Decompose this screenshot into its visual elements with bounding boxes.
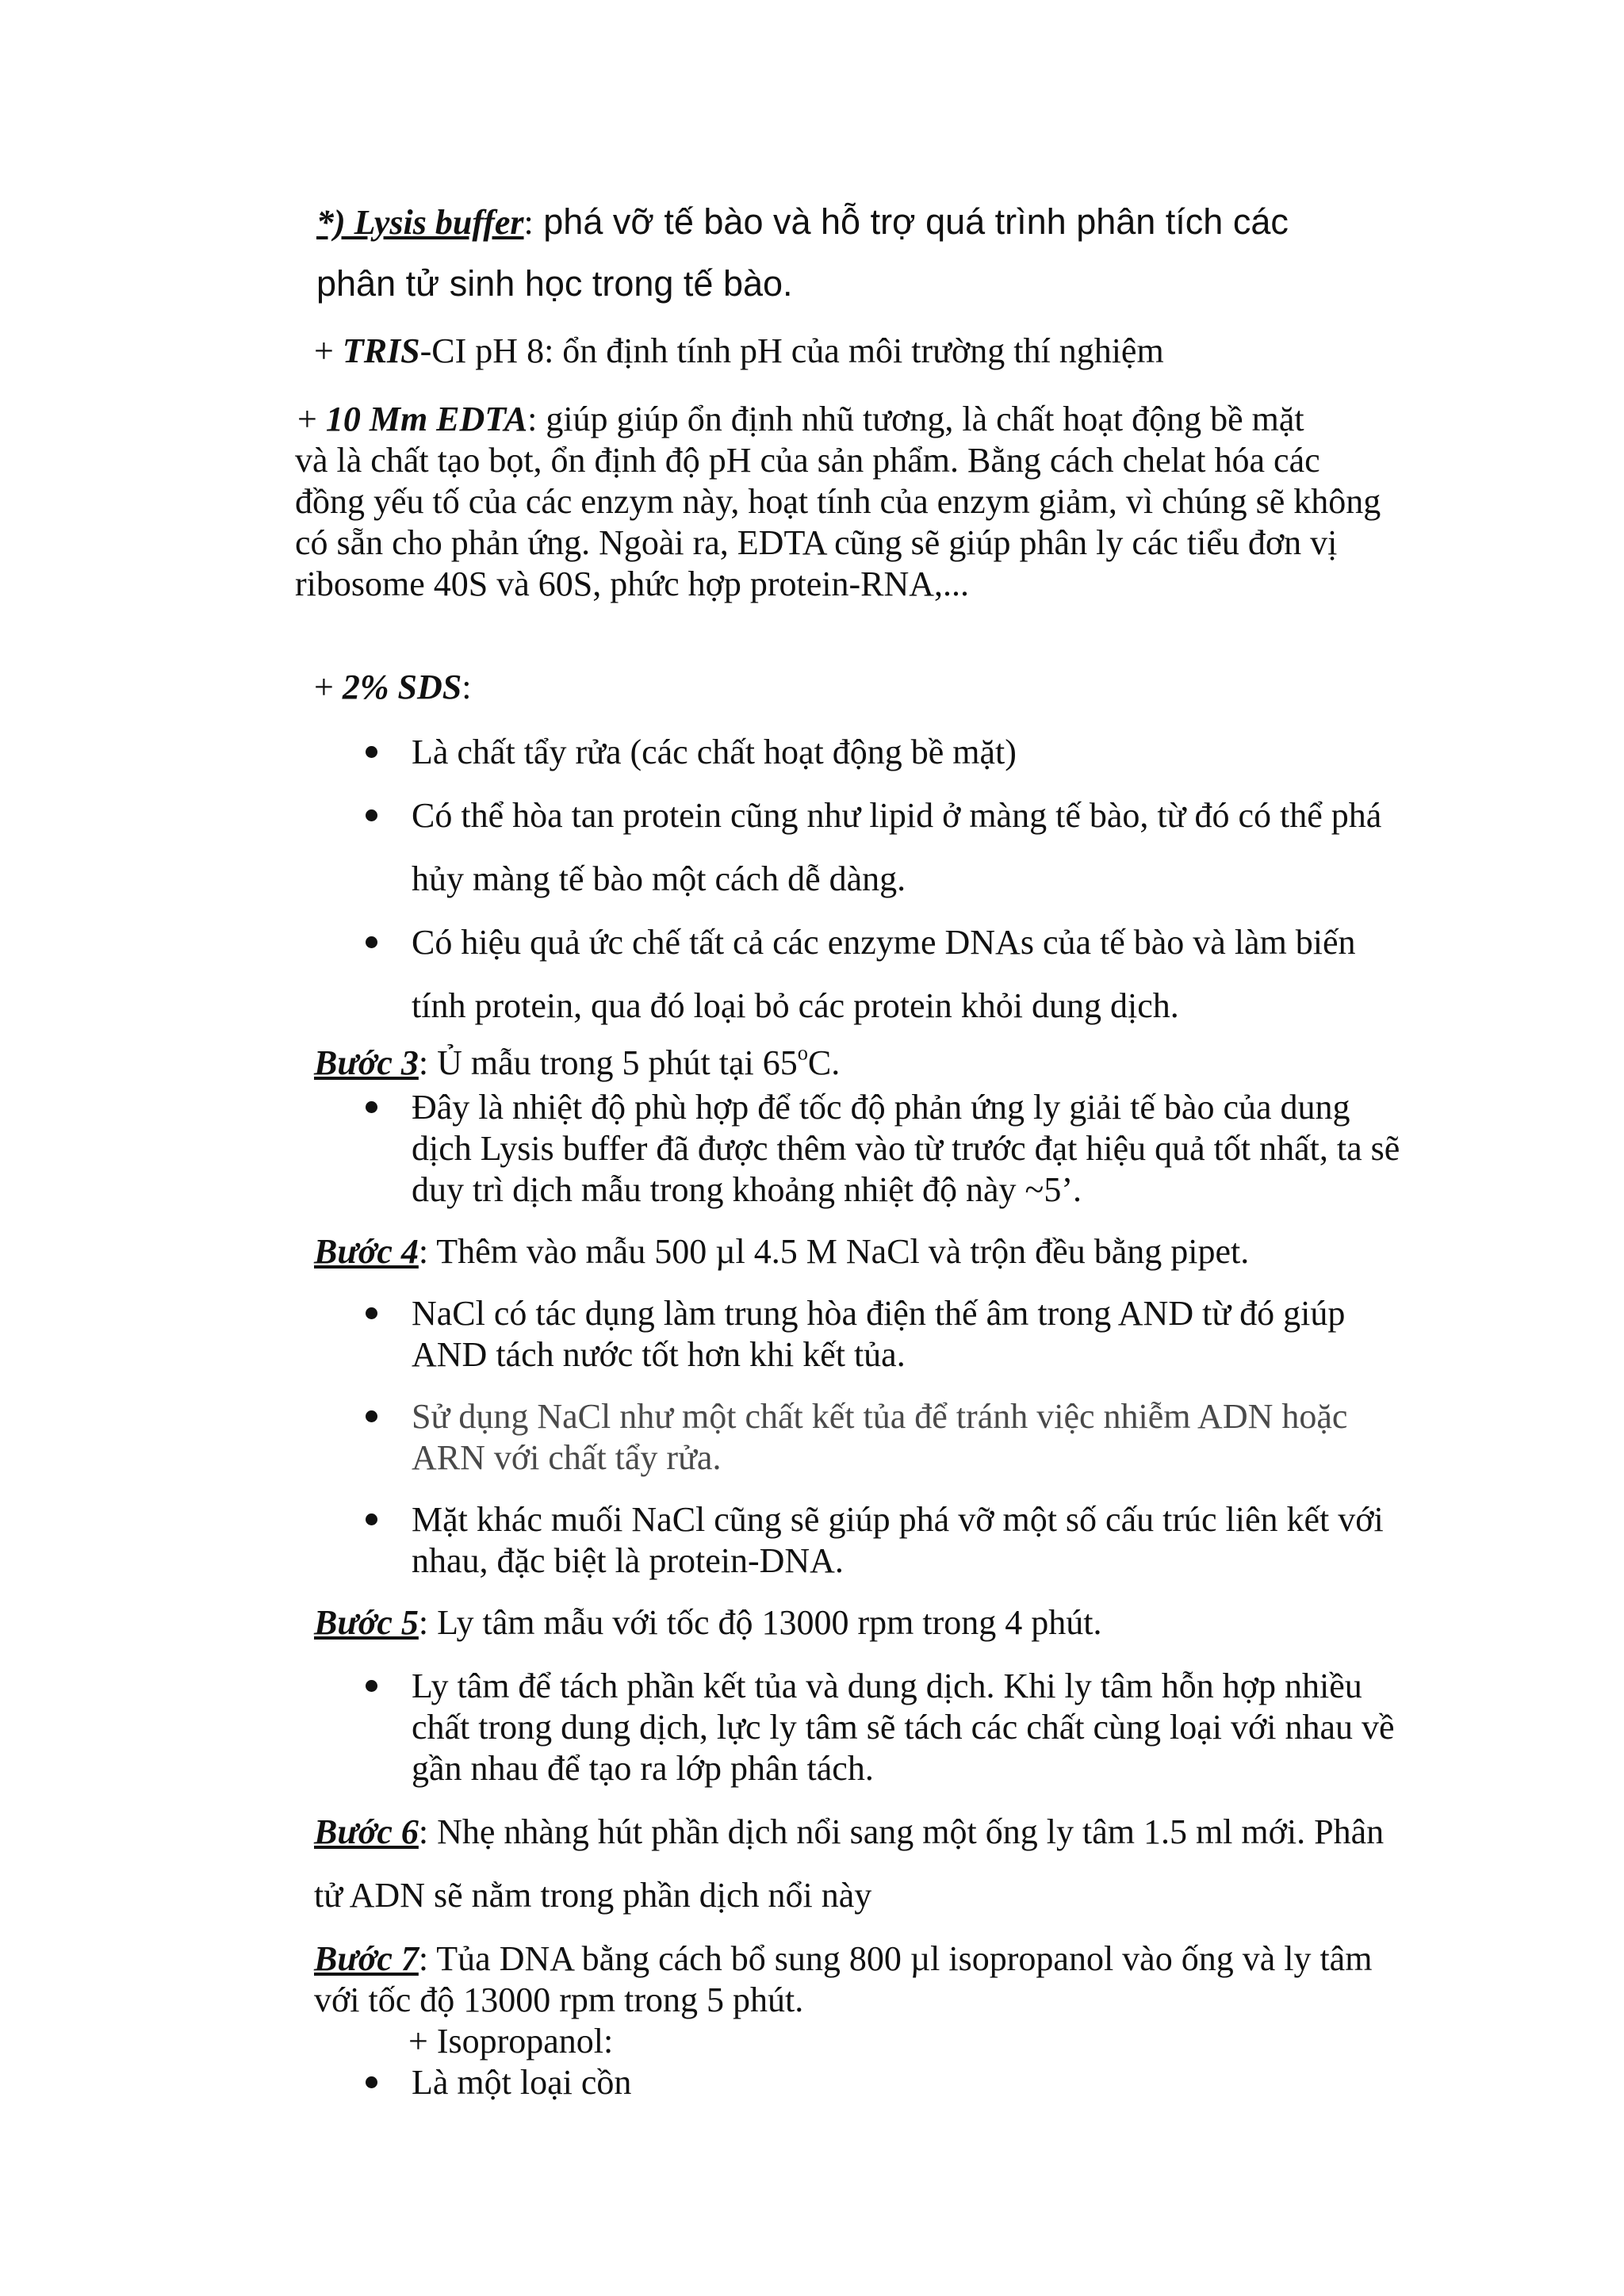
step5-text: : Ly tâm mẫu với tốc độ 13000 rpm trong 4 phút. — [418, 1603, 1102, 1642]
step5-bullet-line-2: chất trong dung dịch, lực ly tâm sẽ tách các chất cùng loại với nhau về — [412, 1708, 1395, 1747]
step5-bullet-line-3: gần nhau để tạo ra lớp phân tách. — [412, 1749, 874, 1788]
sds-bullet-2-line-2: hủy màng tế bào một cách dễ dàng. — [412, 859, 906, 898]
sds-bullet-2-line-1: Có thể hòa tan protein cũng như lipid ở màng tế bào, từ đó có thể phá — [412, 796, 1382, 835]
tris-name: TRIS — [342, 331, 420, 370]
bullet-dot-icon — [366, 746, 377, 758]
sds-bullet-3-line-2: tính protein, qua đó loại bỏ các protein khỏi dung dịch. — [412, 986, 1179, 1025]
step4-heading — [314, 1232, 1249, 1272]
bullet-dot-icon — [366, 1410, 377, 1422]
bullet-dot-icon — [366, 936, 377, 948]
bullet-dot-icon — [366, 809, 377, 821]
step6-text: : Nhẹ nhàng hút phần dịch nổi sang một ống ly tâm 1.5 ml mới. Phân — [418, 1812, 1385, 1851]
step7-label: Bước 7 — [314, 1939, 419, 1978]
step4-bullet-1-line-1: NaCl có tác dụng làm trung hòa điện thế âm trong AND từ đó giúp — [412, 1294, 1346, 1333]
lysis-heading-line — [316, 200, 1289, 245]
step3-bullet-line-3: duy trì dịch mẫu trong khoảng nhiệt độ này ~5’. — [412, 1170, 1082, 1209]
tris-prefix: + — [314, 331, 343, 370]
step3-text: : Ủ mẫu trong 5 phút tại 65 — [418, 1043, 798, 1082]
step6-label: Bước 6 — [314, 1812, 419, 1851]
step7-line-2: với tốc độ 13000 rpm trong 5 phút. — [314, 1980, 804, 2019]
bullet-dot-icon — [366, 2076, 377, 2088]
step5-heading — [314, 1603, 1102, 1643]
step6-line-2: tử ADN sẽ nằm trong phần dịch nổi này — [314, 1876, 872, 1915]
edta-line-3: đồng yếu tố của các enzym này, hoạt tính của enzym giảm, vì chúng sẽ không — [295, 482, 1381, 521]
bullet-dot-icon — [366, 1513, 377, 1525]
lysis-colon: : — [523, 203, 534, 242]
lysis-desc-2: phân tử sinh học trong tế bào. — [316, 263, 793, 304]
step4-bullet-3-line-1: Mặt khác muối NaCl cũng sẽ giúp phá vỡ một số cấu trúc liên kết với — [412, 1500, 1384, 1539]
bullet-dot-icon — [366, 1680, 377, 1692]
sds-name: 2% SDS — [342, 668, 462, 706]
sds-prefix: + — [314, 668, 343, 706]
tris-desc: -CI pH 8: ổn định tính pH của môi trường thí nghiệm — [419, 331, 1164, 370]
lysis-title: *) Lysis buffer — [316, 203, 524, 242]
step6-heading — [314, 1812, 1384, 1852]
step3-unit: C. — [807, 1043, 841, 1082]
edta-name: 10 Mm EDTA — [325, 400, 528, 438]
step4-bullet-3-line-2: nhau, đặc biệt là protein-DNA. — [412, 1541, 844, 1580]
step3-heading — [314, 1040, 841, 1083]
step3-label: Bước 3 — [314, 1043, 419, 1082]
tris-line — [314, 331, 1164, 371]
step4-bullet-2-line-1: Sử dụng NaCl như một chất kết tủa để tránh việc nhiễm ADN hoặc — [412, 1397, 1348, 1436]
edta-line-2: và là chất tạo bọt, ổn định độ pH của sản phẩm. Bằng cách chelat hóa các — [295, 441, 1320, 480]
edta-line-1 — [297, 400, 1304, 439]
step7-text: : Tủa DNA bằng cách bổ sung 800 µl isopropanol vào ống và ly tâm — [418, 1939, 1373, 1978]
bullet-dot-icon — [366, 1307, 377, 1319]
edta-line-4: có sẵn cho phản ứng. Ngoài ra, EDTA cũng sẽ giúp phân ly các tiểu đơn vị — [295, 523, 1338, 562]
step4-bullet-1-line-2: AND tách nước tốt hơn khi kết tủa. — [412, 1335, 906, 1374]
step4-bullet-2-line-2: ARN với chất tẩy rửa. — [412, 1438, 722, 1477]
step7-heading — [314, 1939, 1372, 1979]
step4-text: : Thêm vào mẫu 500 µl 4.5 M NaCl và trộn đều bằng pipet. — [418, 1232, 1250, 1271]
edta-prefix: + — [297, 400, 326, 438]
lysis-desc-1: phá vỡ tế bào và hỗ trợ quá trình phân tích các — [533, 201, 1289, 242]
step4-label: Bước 4 — [314, 1232, 419, 1271]
step5-bullet-line-1: Ly tâm để tách phần kết tủa và dung dịch. Khi ly tâm hỗn hợp nhiều — [412, 1667, 1362, 1705]
sds-bullet-1: Là chất tẩy rửa (các chất hoạt động bề mặt) — [412, 733, 1017, 771]
step7-sub: + Isopropanol: — [408, 2022, 614, 2061]
edta-line-5: ribosome 40S và 60S, phức hợp protein-RNA,... — [295, 564, 970, 603]
step3-bullet-line-1: Đây là nhiệt độ phù hợp để tốc độ phản ứng ly giải tế bào của dung — [412, 1088, 1350, 1127]
sds-colon: : — [462, 668, 472, 706]
step5-label: Bước 5 — [314, 1603, 419, 1642]
step3-degree: o — [797, 1040, 808, 1065]
bullet-dot-icon — [366, 1101, 377, 1113]
step7-bullet-1: Là một loại cồn — [412, 2063, 632, 2102]
step3-bullet-line-2: dịch Lysis buffer đã được thêm vào từ trước đạt hiệu quả tốt nhất, ta sẽ — [412, 1129, 1400, 1168]
sds-heading — [314, 668, 471, 707]
sds-bullet-3-line-1: Có hiệu quả ức chế tất cả các enzyme DNAs của tế bào và làm biến — [412, 923, 1356, 962]
edta-desc-1: : giúp giúp ổn định nhũ tương, là chất hoạt động bề mặt — [527, 400, 1304, 438]
